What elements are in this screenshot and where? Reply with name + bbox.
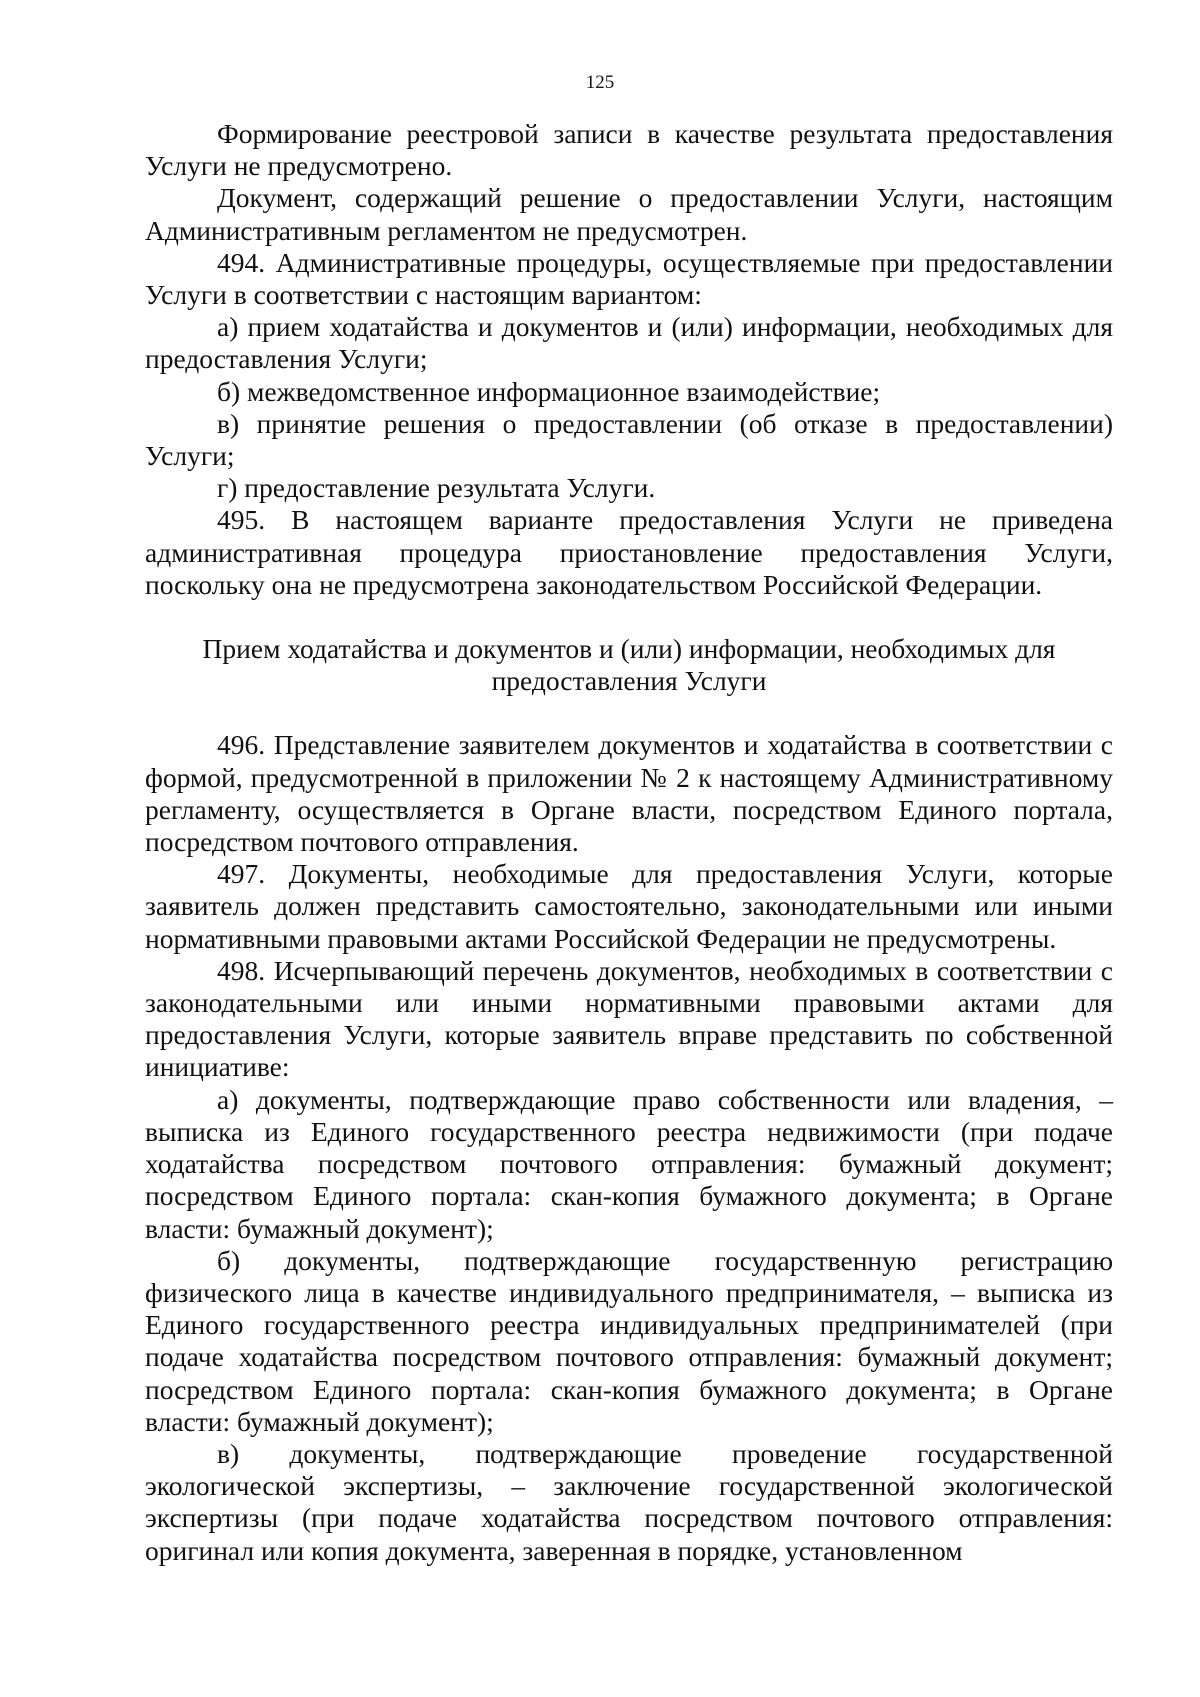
document-body	[145, 118, 1113, 1567]
paragraph-495: 495. В настоящем варианте предоставления Услуги не приведена административная процедура приостановление предоставления Услуги, поскольку она не предусмотрена законодательством Российской Федерации.	[145, 504, 1113, 600]
list-item-a: а) документы, подтверждающие право собственности или владения, – выписка из Единого государственного реестра недвижимости (при подаче ходатайства посредством почтового отправления: бумажный документ; посредством Единого портала: скан-копия бумажного документа; в Органе власти: бумажный документ);	[145, 1083, 1113, 1244]
list-item-g: г) предоставление результата Услуги.	[217, 472, 656, 504]
paragraph-496: 496. Представление заявителем документов и ходатайства в соответствии с формой, предусмотренной в приложении № 2 к настоящему Административному регламенту, осуществляется в Органе власти, посредством Единого портала, посредством почтового отправления.	[145, 729, 1113, 858]
paragraph-494: 494. Административные процедуры, осуществляемые при предоставлении Услуги в соответствии с настоящим вариантом:	[145, 246, 1113, 311]
list-item-a: а) прием ходатайства и документов и (или) информации, необходимых для предоставления Услуги;	[145, 311, 1113, 375]
page-number: 125	[585, 72, 615, 93]
list-item-v: в) документы, подтверждающие проведение государственной экологической экспертизы, – заключение государственной экологической экспертизы (при подаче ходатайства посредством почтового отправления: оригинал или копия документа, заверенная в порядке, установленном	[145, 1437, 1113, 1566]
paragraph: Документ, содержащий решение о предоставлении Услуги, настоящим Административным регламентом не предусмотрен.	[145, 182, 1113, 246]
paragraph-498: 498. Исчерпывающий перечень документов, необходимых в соответствии с законодательными или иными нормативными правовыми актами для предоставления Услуги, которые заявитель вправе представить по собственной инициативе:	[145, 954, 1113, 1083]
list-item-b: б) межведомственное информационное взаимодействие;	[217, 375, 881, 407]
list-item-v: в) принятие решения о предоставлении (об отказе в предоставлении) Услуги;	[145, 407, 1113, 472]
list-item-b: б) документы, подтверждающие государственную регистрацию физического лица в качестве индивидуального предпринимателя, – выписка из Единого государственного реестра индивидуальных предпринимателей (при подаче ходатайства посредством почтового отправления: бумажный документ; посредством Единого портала: скан-копия бумажного документа; в Органе власти: бумажный документ);	[145, 1244, 1113, 1437]
paragraph: Формирование реестровой записи в качестве результата предоставления Услуги не предусмотрено.	[145, 118, 1113, 182]
section-heading: Прием ходатайства и документов и (или) информации, необходимых для предоставления Услуги	[202, 633, 1056, 697]
paragraph-497: 497. Документы, необходимые для предоставления Услуги, которые заявитель должен представить самостоятельно, законодательными или иными нормативными правовыми актами Российской Федерации не предусмотрены.	[145, 858, 1113, 954]
